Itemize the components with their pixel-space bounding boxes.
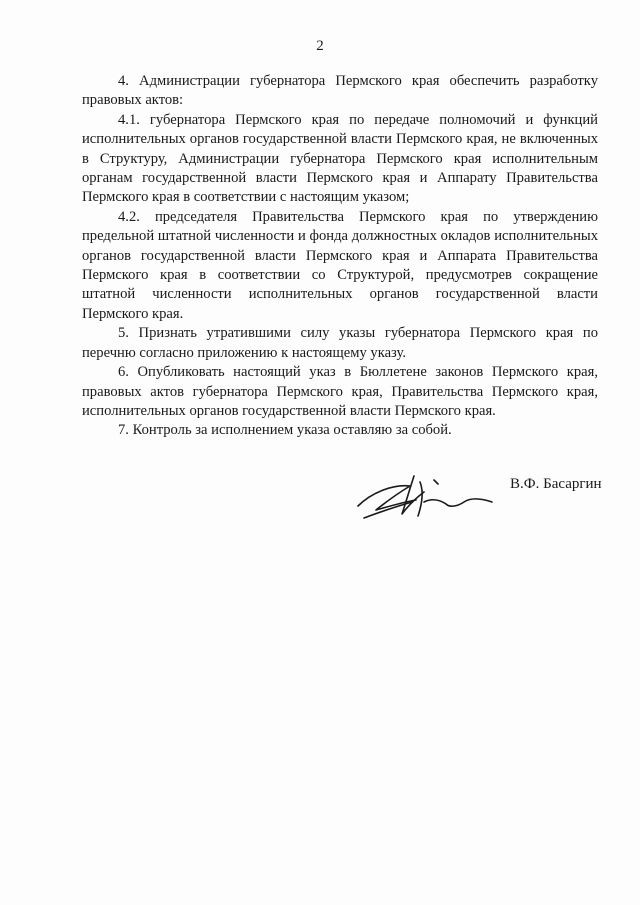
decree-body [82,72,598,441]
paragraph-4-1: 4.1. губернатора Пермского края по передаче полномочий и функций исполнительных органов государственной власти Пермского края, не включенных в Структуру, Администрации губернатора Пермского края исполнительным органам государственной власти Пермского края и Аппарату Правительства Пермского края в соответствии с настоящим указом; [82,111,598,206]
handwritten-signature [350,462,500,532]
paragraph-4: 4. Администрации губернатора Пермского края обеспечить разработку правовых актов: [82,73,598,109]
page-number: 2 [316,38,324,54]
paragraph-6: 6. Опубликовать настоящий указ в Бюллетене законов Пермского края, правовых актов губернатора Пермского края, Правительства Пермского края, исполнительных органов государственной власти Пермского края. [82,364,598,419]
paragraph-7: 7. Контроль за исполнением указа оставляю за собой. [118,422,452,439]
signer-name: В.Ф. Басаргин [510,476,602,492]
signature-block [350,462,600,542]
paragraph-5: 5. Признать утратившими силу указы губернатора Пермского края по перечню согласно приложению к настоящему указу. [82,325,598,361]
paragraph-4-2: 4.2. председателя Правительства Пермского края по утверждению предельной штатной численности и фонда должностных окладов исполнительных органов государственной власти Пермского края и Аппарата Правительства Пермского края в соответствии со Структурой, предусмотрев сокращение штатной численности исполнительных органов государственной власти Пермского края. [82,208,598,322]
